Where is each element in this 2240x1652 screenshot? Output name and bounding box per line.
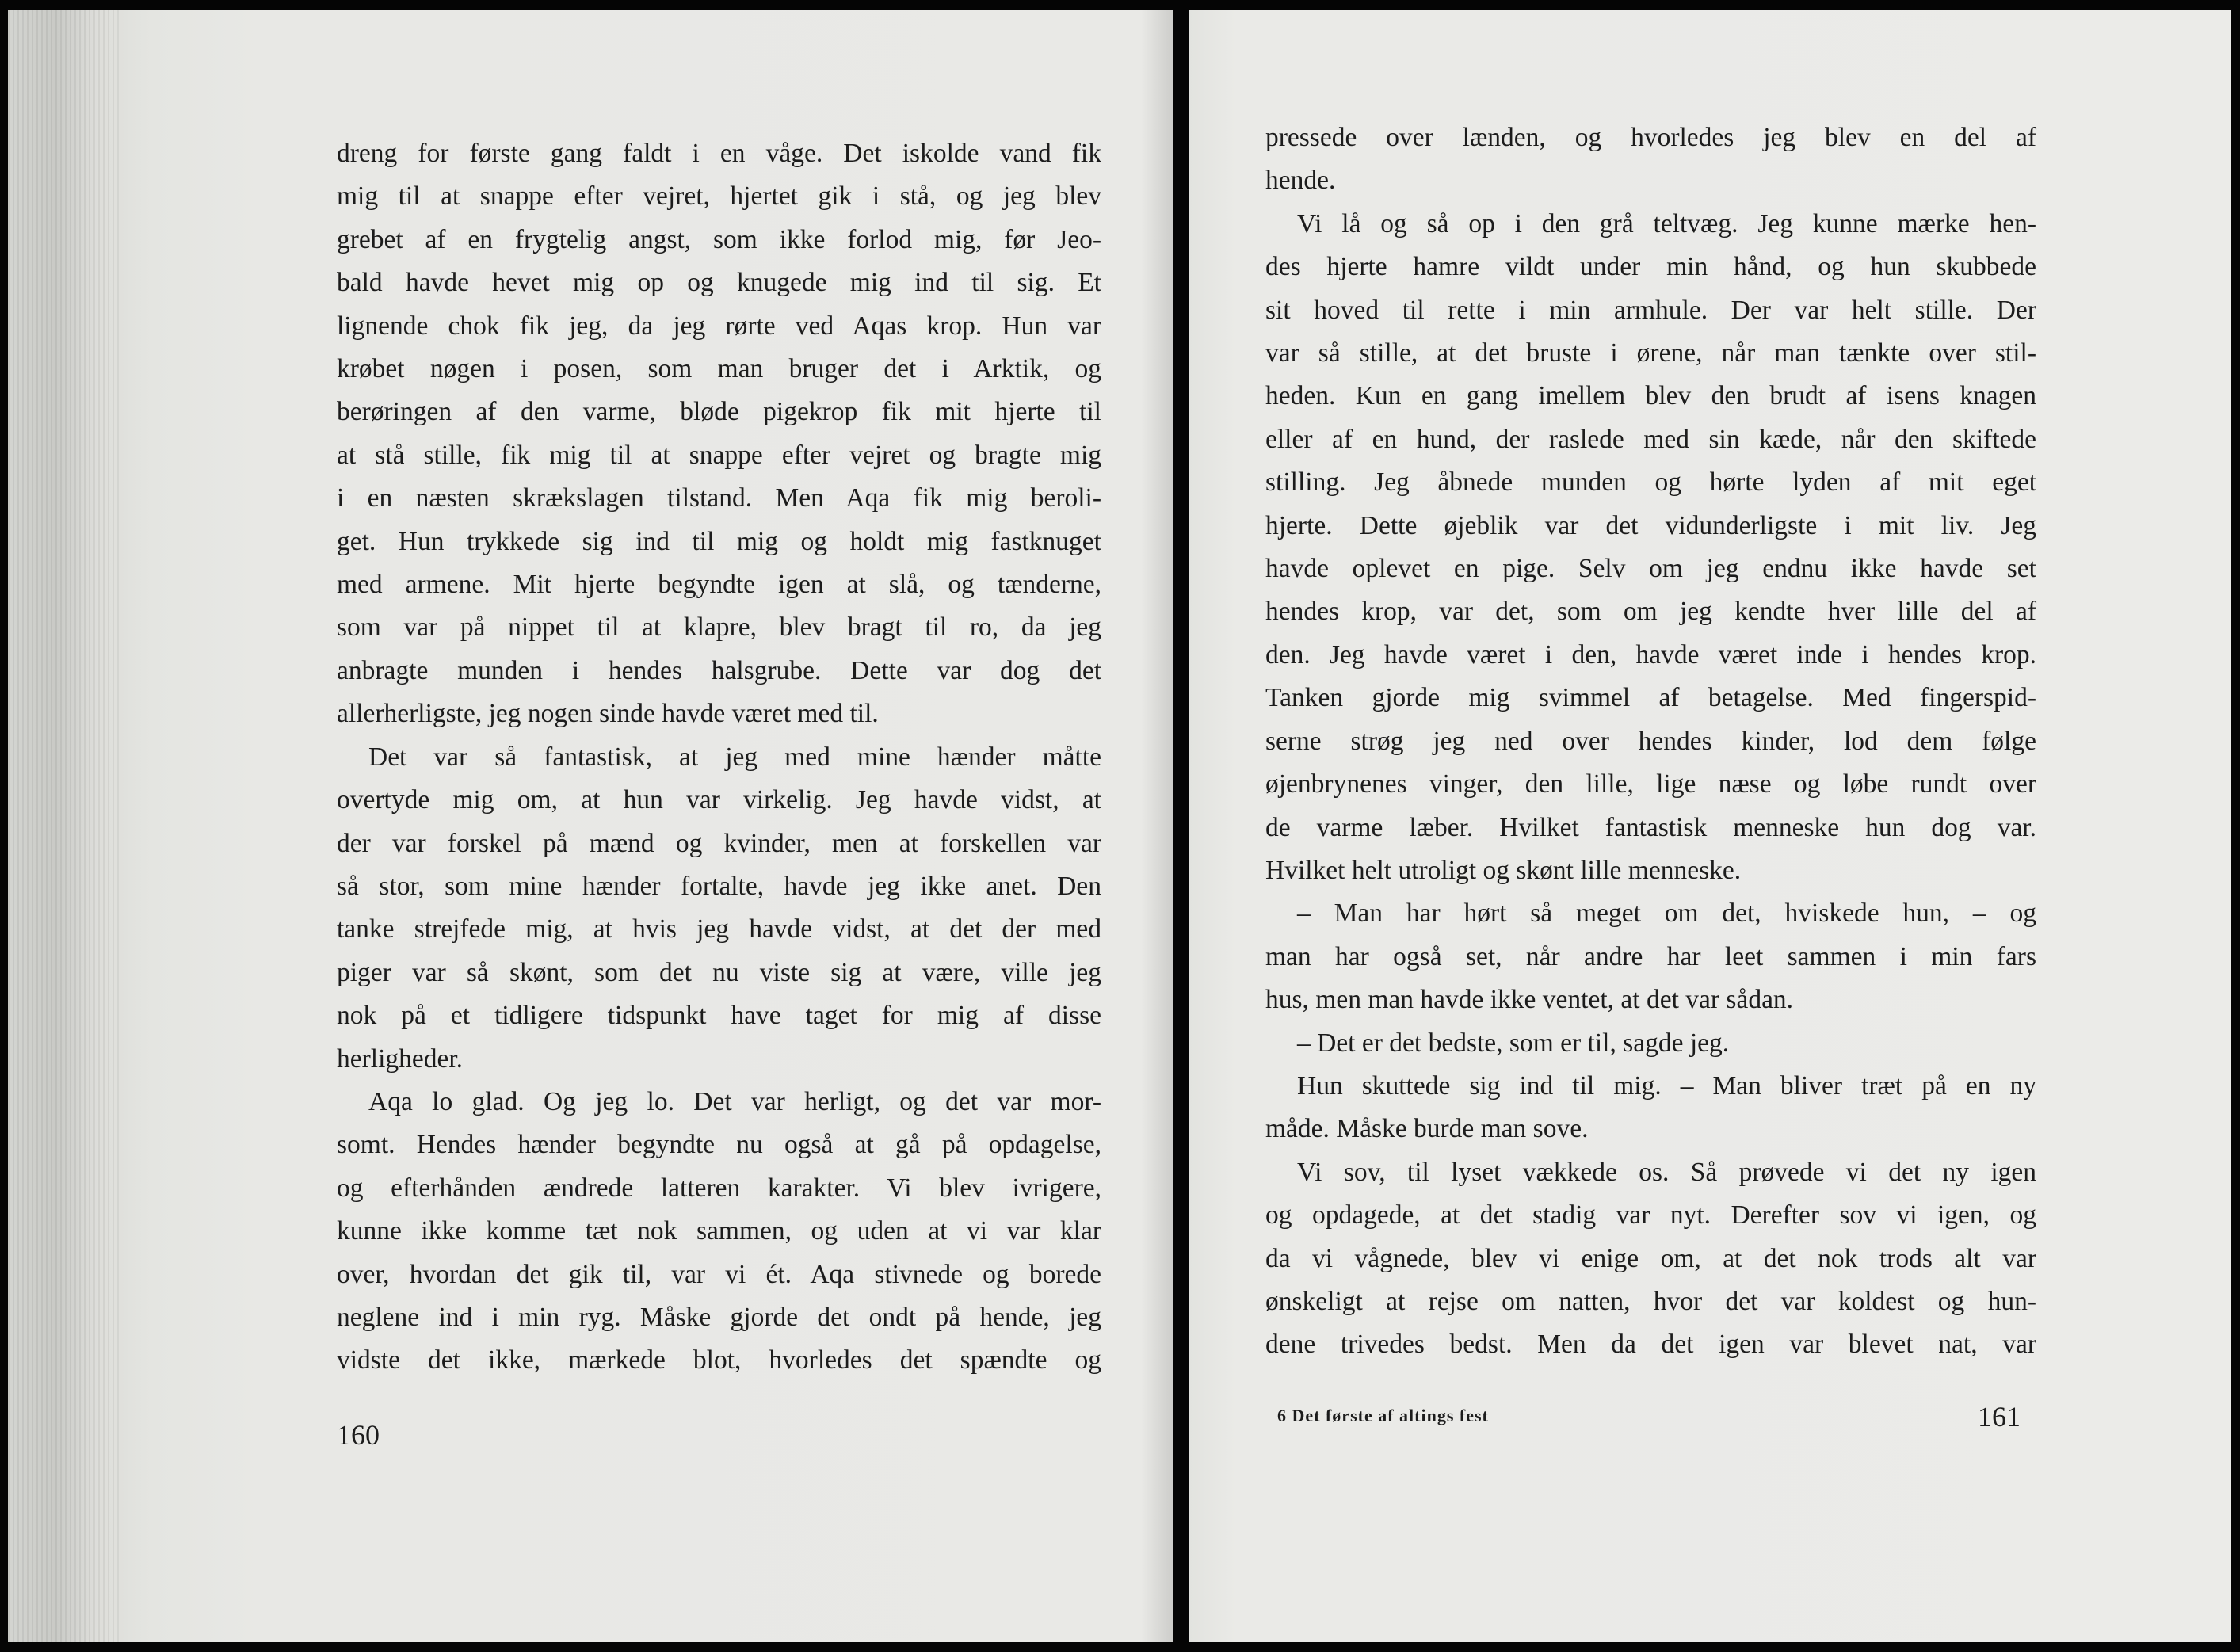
- running-footer: 6 Det første af altings fest: [1277, 1406, 1489, 1425]
- text-line: over, hvordan det gik til, var vi ét. Aqa stivnede og borede: [337, 1259, 1101, 1289]
- page-number-left: 160: [337, 1419, 380, 1451]
- text-line: allerherligste, jeg nogen sinde havde været med til.: [337, 699, 879, 729]
- text-line: heden. Kun en gang imellem blev den brudt af isens knagen: [1265, 381, 2036, 411]
- text-line: at stå stille, fik mig til at snappe efter vejret og bragte mig: [337, 440, 1101, 470]
- text-line: vidste det ikke, mærkede blot, hvorledes det spændte og: [337, 1345, 1101, 1375]
- paragraph: [337, 736, 1101, 1081]
- text-line: der var forskel på mænd og kvinder, men at forskellen var: [337, 828, 1101, 858]
- text-line: den. Jeg havde været i den, havde været inde i hendes krop.: [1265, 639, 2036, 670]
- text-line: som var på nippet til at klapre, blev bragt til ro, da jeg: [337, 612, 1101, 643]
- text-line: nok på et tidligere tidspunkt have taget for mig af disse: [337, 1001, 1101, 1031]
- text-line: serne strøg jeg ned over hendes kinder, lod dem følge: [1265, 726, 2036, 756]
- text-line: og opdagede, at det stadig var nyt. Derefter sov vi igen, og: [1265, 1200, 2036, 1230]
- text-line: overtyde mig om, at hun var virkelig. Jeg havde vidst, at: [337, 785, 1101, 815]
- paragraph: [337, 1081, 1101, 1383]
- left-page-text: [337, 132, 1101, 1383]
- text-line: grebet af en frygtelig angst, som ikke forlod mig, før Jeo-: [337, 224, 1101, 254]
- text-line: Vi sov, til lyset vækkede os. Så prøvede vi det ny igen: [1297, 1157, 2036, 1187]
- page-number-right: 161: [1978, 1401, 2021, 1433]
- text-line: hus, men man havde ikke ventet, at det var sådan.: [1265, 985, 1794, 1015]
- text-line: herligheder.: [337, 1043, 464, 1074]
- text-line: tanke strejfede mig, at hvis jeg havde vidst, at det der med: [337, 914, 1101, 944]
- text-line: neglene ind i min ryg. Måske gjorde det ondt på hende, jeg: [337, 1302, 1101, 1332]
- text-line: des hjerte hamre vildt under min hånd, og hun skubbede: [1265, 252, 2036, 282]
- text-line: og efterhånden ændrede latteren karakter. Vi blev ivrigere,: [337, 1173, 1101, 1203]
- right-page: [1189, 10, 2231, 1642]
- paragraph: [1265, 116, 2036, 203]
- text-line: eller af en hund, der raslede med sin kæde, når den skiftede: [1265, 424, 2036, 454]
- right-page-text: [1265, 116, 2036, 1367]
- text-line: i en næsten skrækslagen tilstand. Men Aqa fik mig beroli-: [337, 483, 1101, 513]
- paragraph: [1265, 203, 2036, 893]
- text-line: havde oplevet en pige. Selv om jeg endnu ikke havde set: [1265, 554, 2036, 584]
- text-line: da vi vågnede, blev vi enige om, at det nok trods alt var: [1265, 1243, 2036, 1273]
- text-line: Vi lå og så op i den grå teltvæg. Jeg kunne mærke hen-: [1297, 208, 2036, 238]
- text-line: man har også set, når andre har leet sammen i min fars: [1265, 941, 2036, 971]
- left-page: [8, 10, 1173, 1642]
- text-line: med armene. Mit hjerte begyndte igen at slå, og tænderne,: [337, 570, 1101, 600]
- text-line: get. Hun trykkede sig ind til mig og holdt mig fastknuget: [337, 526, 1101, 556]
- text-line: var så stille, at det bruste i ørene, når man tænkte over stil-: [1265, 338, 2036, 368]
- paragraph: [1265, 1022, 2036, 1065]
- paragraph: [1265, 892, 2036, 1021]
- text-line: – Man har hørt så meget om det, hviskede hun, – og: [1297, 898, 2036, 929]
- text-line: Hvilket helt utroligt og skønt lille menneske.: [1265, 855, 1742, 885]
- page-edge-stack: [8, 10, 119, 1642]
- text-line: ønskeligt at rejse om natten, hvor det var koldest og hun-: [1265, 1286, 2036, 1316]
- text-line: anbragte munden i hendes halsgrube. Dette var dog det: [337, 655, 1101, 685]
- text-line: lignende chok fik jeg, da jeg rørte ved Aqas krop. Hun var: [337, 311, 1101, 341]
- paragraph: [1265, 1151, 2036, 1367]
- text-line: pressede over lænden, og hvorledes jeg blev en del af: [1265, 123, 2036, 152]
- text-line: måde. Måske burde man sove.: [1265, 1114, 1589, 1144]
- text-line: øjenbrynenes vinger, den lille, lige næse og løbe rundt over: [1265, 769, 2036, 799]
- text-line: – Det er det bedste, som er til, sagde jeg.: [1297, 1028, 1730, 1058]
- text-line: hjerte. Dette øjeblik var det vidunderligste i mit liv. Jeg: [1265, 510, 2036, 540]
- text-line: krøbet nøgen i posen, som man bruger det i Arktik, og: [337, 354, 1101, 384]
- text-line: somt. Hendes hænder begyndte nu også at gå på opdagelse,: [337, 1130, 1101, 1160]
- text-line: dene trivedes bedst. Men da det igen var blevet nat, var: [1265, 1330, 2036, 1360]
- paragraph: [337, 132, 1101, 736]
- text-line: dreng for første gang faldt i en våge. Det iskolde vand fik: [337, 139, 1101, 168]
- text-line: Hun skuttede sig ind til mig. – Man bliver træt på en ny: [1297, 1070, 2036, 1101]
- text-line: Det var så fantastisk, at jeg med mine hænder måtte: [368, 742, 1101, 772]
- text-line: Aqa lo glad. Og jeg lo. Det var herligt, og det var mor-: [368, 1086, 1101, 1116]
- text-line: hendes krop, var det, som om jeg kendte hver lille del af: [1265, 597, 2036, 627]
- paragraph: [1265, 1065, 2036, 1151]
- text-line: så stor, som mine hænder fortalte, havde jeg ikke anet. Den: [337, 871, 1101, 901]
- text-line: kunne ikke komme tæt nok sammen, og uden at vi var klar: [337, 1216, 1101, 1246]
- text-line: mig til at snappe efter vejret, hjertet gik i stå, og jeg blev: [337, 181, 1101, 212]
- text-line: bald havde hevet mig op og knugede mig ind til sig. Et: [337, 268, 1101, 298]
- text-line: hende.: [1265, 166, 1336, 196]
- text-line: de varme læber. Hvilket fantastisk menneske hun dog var.: [1265, 812, 2036, 842]
- text-line: piger var så skønt, som det nu viste sig at være, ville jeg: [337, 957, 1101, 987]
- text-line: berøringen af den varme, bløde pigekrop fik mit hjerte til: [337, 397, 1101, 427]
- text-line: Tanken gjorde mig svimmel af betagelse. Med fingerspid-: [1265, 683, 2036, 713]
- gutter-shadow: [1141, 10, 1173, 1642]
- text-line: stilling. Jeg åbnede munden og hørte lyden af mit eget: [1265, 467, 2036, 498]
- text-line: sit hoved til rette i min armhule. Der var helt stille. Der: [1265, 295, 2036, 325]
